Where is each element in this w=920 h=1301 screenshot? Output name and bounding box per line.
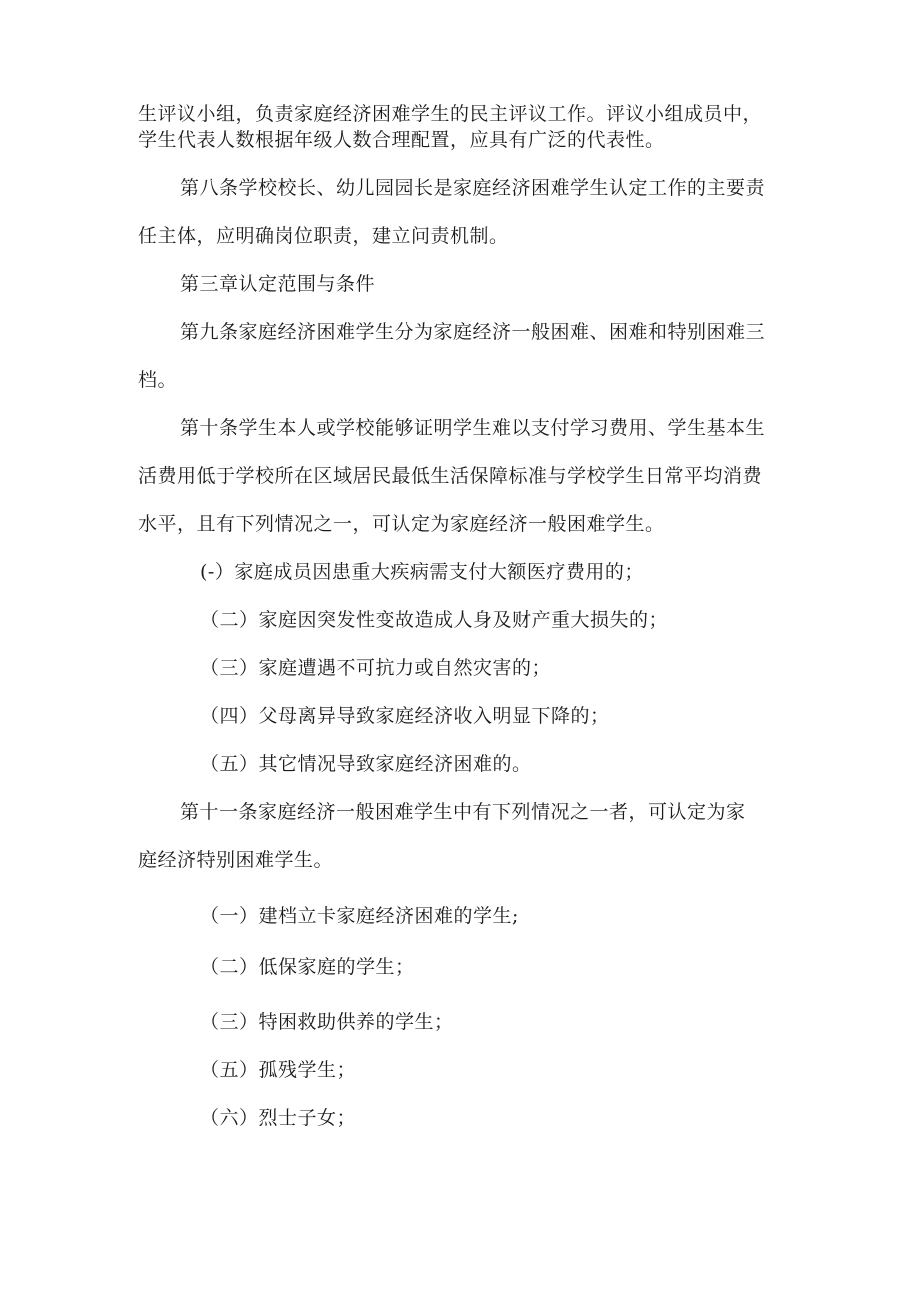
list-item: （二）家庭因突发性变故造成人身及财产重大损失的； — [200, 609, 669, 631]
article-9: 第九条家庭经济困难学生分为家庭经济一般困难、困难和特别困难三 — [180, 321, 766, 343]
list-item: （五）其它情况导致家庭经济困难的。 — [200, 753, 532, 775]
paragraph-line: 学生代表人数根据年级人数合理配置，应具有广泛的代表性。 — [138, 129, 665, 151]
list-item: （二）低保家庭的学生； — [200, 956, 415, 978]
list-item: （一）建档立卡家庭经济困难的学生; — [200, 905, 519, 927]
paragraph-line: 活费用低于学校所在区域居民最低生活保障标准与学校学生日常平均消费 — [138, 465, 763, 487]
paragraph-line: 生评议小组，负责家庭经济困难学生的民主评议工作。评议小组成员中， — [138, 103, 763, 125]
paragraph-line: 水平，且有下列情况之一，可认定为家庭经济一般困难学生。 — [138, 513, 665, 535]
article-11: 第十一条家庭经济一般困难学生中有下列情况之一者，可认定为家 — [180, 801, 746, 823]
paragraph-line: 庭经济特别困难学生。 — [138, 849, 334, 871]
list-item: （六）烈士子女； — [200, 1107, 357, 1129]
list-item: （四）父母离异导致家庭经济收入明显下降的； — [200, 705, 610, 727]
list-item: （五）孤残学生； — [200, 1059, 357, 1081]
list-item: （三）特困救助供养的学生； — [200, 1011, 454, 1033]
list-item: (-）家庭成员因患重大疾病需支付大额医疗费用的； — [200, 561, 644, 583]
chapter-heading: 第三章认定范围与条件 — [180, 273, 376, 295]
list-item: （三）家庭遭遇不可抗力或自然灾害的； — [200, 657, 552, 679]
paragraph-line: 任主体，应明确岗位职责，建立问责机制。 — [138, 225, 509, 247]
article-8: 第八条学校校长、幼儿园园长是家庭经济困难学生认定工作的主要责 — [180, 177, 766, 199]
article-10: 第十条学生本人或学校能够证明学生难以支付学习费用、学生基本生 — [180, 417, 766, 439]
paragraph-line: 档。 — [138, 369, 178, 391]
